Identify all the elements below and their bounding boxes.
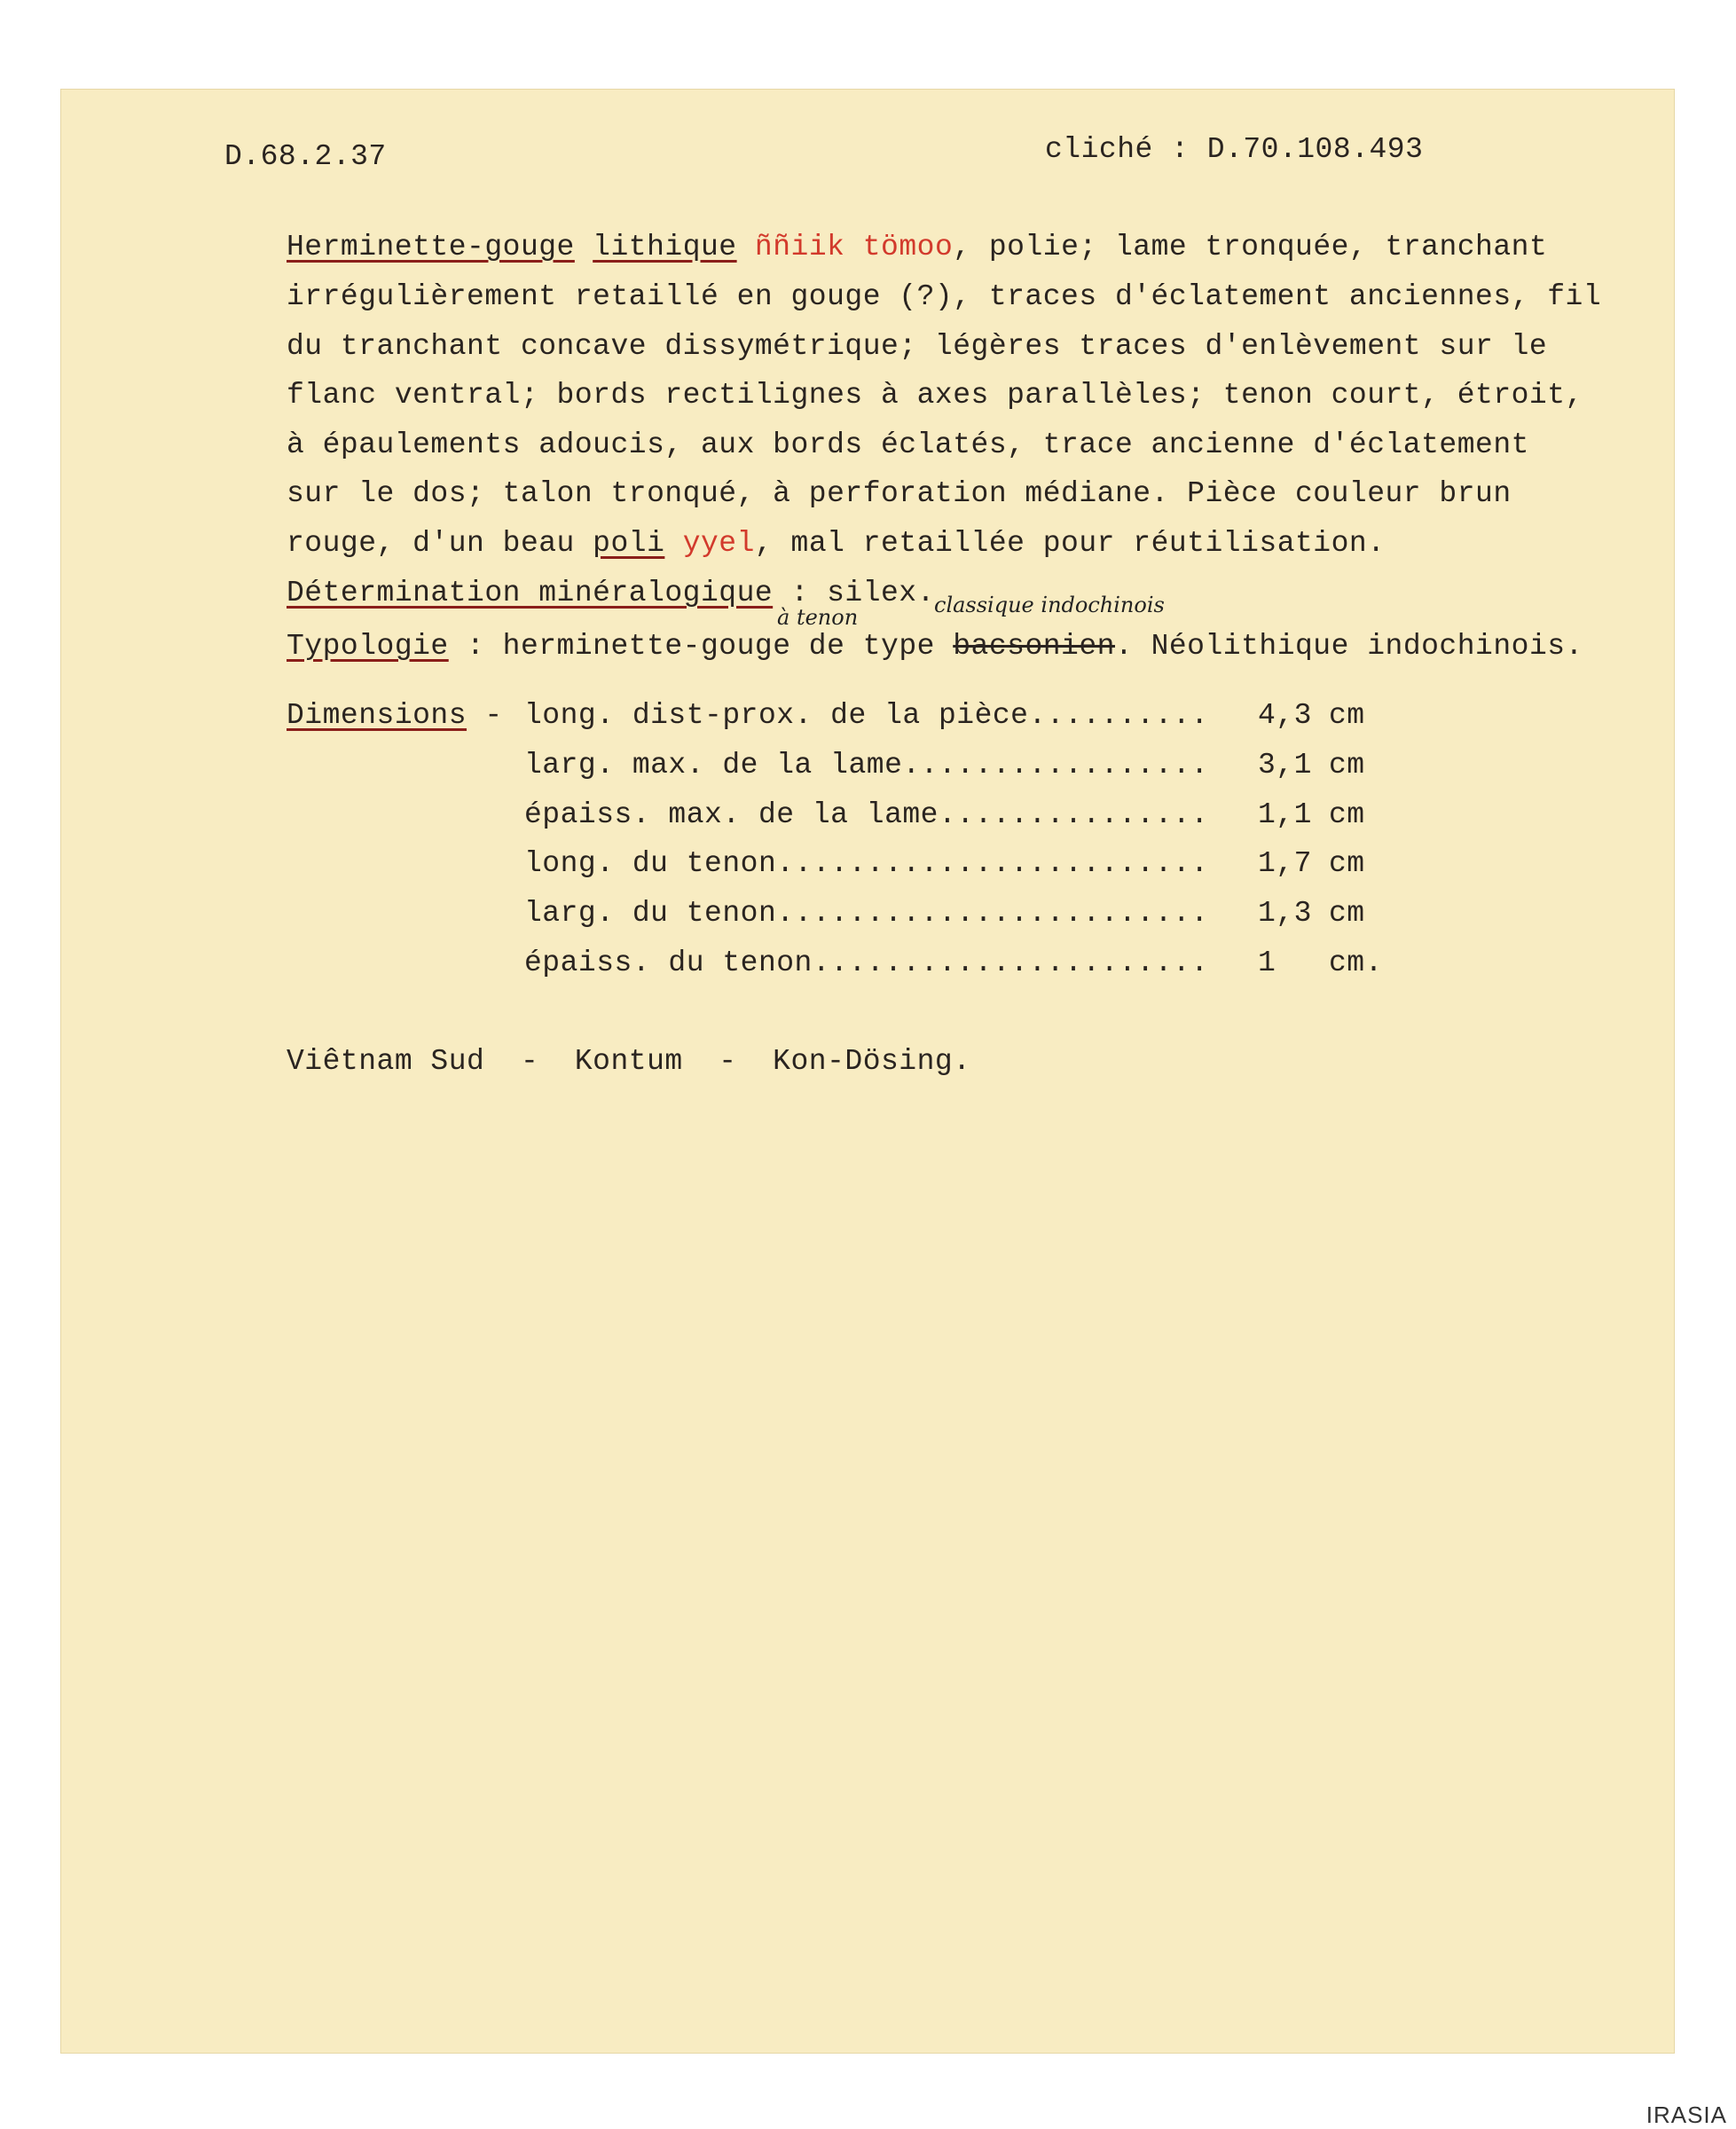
dimension-value: 1,1 [1258, 798, 1312, 831]
local-name: ññiik tömoo [754, 231, 954, 263]
description-line-5: à épaulements adoucis, aux bords éclatés, trace ancienne d'éclatement [287, 428, 1529, 461]
dimension-value: 1 [1258, 947, 1276, 979]
dimension-label: long. du tenon........................ [524, 847, 1209, 880]
description-line-4: flanc ventral; bords rectilignes à axes parallèles; tenon court, étroit, [287, 379, 1583, 412]
dimensions-heading: Dimensions - [287, 699, 521, 732]
inventory-number: D.68.2.37 [224, 140, 387, 173]
dimension-value: 1,3 [1258, 897, 1312, 930]
dimension-unit: cm [1329, 798, 1365, 831]
dimension-label: larg. du tenon........................ [524, 897, 1209, 930]
mineral-value: : silex. [773, 577, 935, 609]
description-line-6: sur le dos; talon tronqué, à perforation médiane. Pièce couleur brun [287, 477, 1512, 510]
dimension-value: 3,1 [1258, 749, 1312, 782]
dimension-value: 4,3 [1258, 699, 1312, 732]
dimension-label: épaiss. du tenon...................... [524, 947, 1209, 979]
dimension-value: 1,7 [1258, 847, 1312, 880]
description-line-2: irrégulièrement retaillé en gouge (?), traces d'éclatement anciennes, fil [287, 280, 1602, 313]
cliche-number: cliché : D.70.108.493 [1045, 133, 1424, 166]
description-line-1: Herminette-gouge lithique ññiik tömoo, polie; lame tronquée, tranchant [287, 231, 1548, 263]
index-card [60, 89, 1675, 2054]
provenance: Viêtnam Sud - Kontum - Kon-Dösing. [287, 1045, 971, 1078]
handwritten-note-classique: classique indochinois [934, 593, 1165, 617]
description-line-7: rouge, d'un beau poli yyel, mal retaillée pour réutilisation. [287, 527, 1386, 560]
dimension-unit: cm [1329, 897, 1365, 930]
poli-word: poli [593, 527, 665, 560]
mineral-label: Détermination minéralogique [287, 577, 774, 609]
watermark: IRASIA [1646, 2102, 1727, 2128]
typology-label: Typologie [287, 630, 449, 663]
handwritten-note-tenon: à tenon [777, 605, 859, 630]
dimension-label: larg. max. de la lame................. [524, 749, 1209, 782]
object-material: lithique [593, 231, 737, 263]
local-term-yyel: yyel [682, 527, 755, 560]
dimension-label: épaiss. max. de la lame............... [524, 798, 1209, 831]
dimension-unit: cm [1329, 749, 1365, 782]
typology-line: Typologie : herminette-gouge de type bacsonien. Néolithique indochinois. [287, 630, 1583, 663]
dimension-unit: cm [1329, 699, 1365, 732]
struck-word: bacsonien [953, 630, 1115, 663]
description-line-3: du tranchant concave dissymétrique; légères traces d'enlèvement sur le [287, 330, 1548, 363]
object-title: Herminette-gouge [287, 231, 575, 263]
dimension-unit: cm [1329, 847, 1365, 880]
dimension-unit: cm. [1329, 947, 1383, 979]
dimension-label: long. dist-prox. de la pièce.......... [524, 699, 1209, 732]
